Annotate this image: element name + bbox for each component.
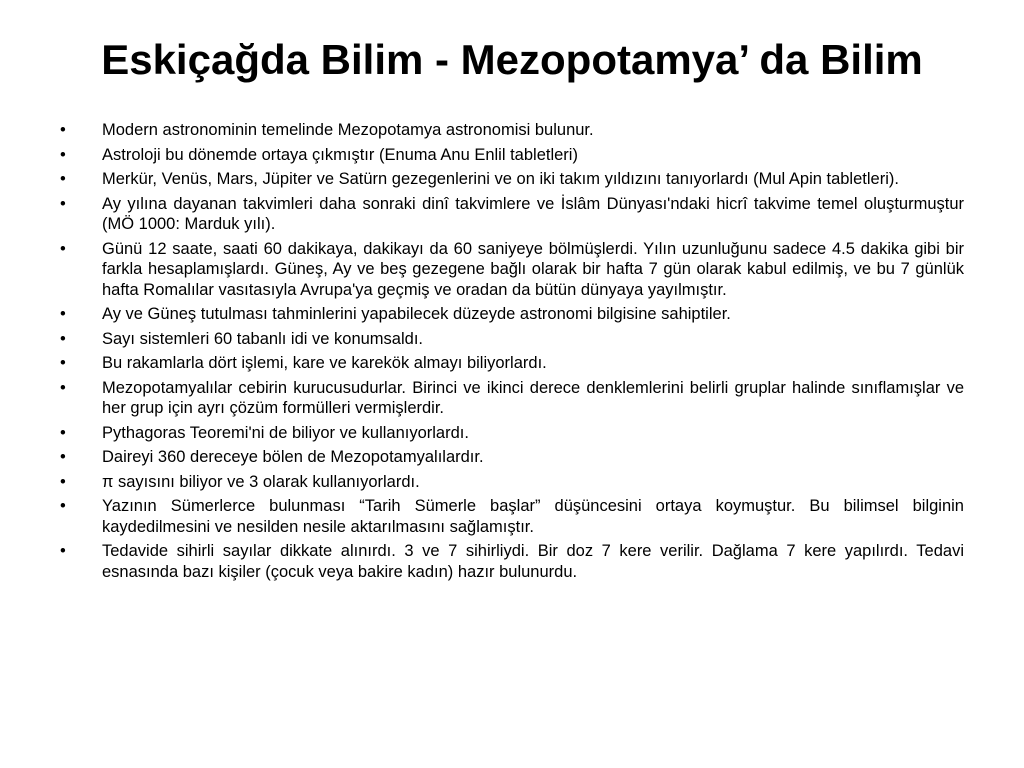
bullet-icon: • (60, 542, 66, 560)
bullet-icon: • (60, 423, 66, 442)
bullet-list (60, 120, 964, 586)
bullet-icon: • (60, 145, 66, 164)
bullet-icon: • (60, 305, 66, 323)
bullet-icon: • (60, 497, 66, 515)
list-item (60, 378, 964, 419)
bullet-text: Merkür, Venüs, Mars, Jüpiter ve Satürn gezegenlerini ve on iki takım yıldızını tanıyorlardı (Mul Apin tabletleri). (102, 170, 899, 188)
bullet-text: Astroloji bu dönemde ortaya çıkmıştır (Enuma Anu Enlil tabletleri) (102, 145, 578, 164)
list-item (60, 423, 964, 444)
bullet-text: Daireyi 360 dereceye bölen de Mezopotamyalılardır. (102, 448, 484, 466)
list-item (60, 541, 964, 582)
list-item (60, 120, 964, 141)
bullet-text: Bu rakamlarla dört işlemi, kare ve karekök almayı biliyorlardı. (102, 354, 547, 372)
bullet-icon: • (60, 170, 66, 188)
list-item (60, 169, 964, 190)
bullet-text: Tedavide sihirli sayılar dikkate alınırdı. 3 ve 7 sihirliydi. Bir doz 7 kere verilir. Dağlama 7 kere yapılırdı. Tedavi esnasında bazı kişiler (çocuk veya bakire kadın) hazır bulunurdu. (102, 542, 964, 581)
bullet-icon: • (60, 239, 66, 258)
list-item (60, 194, 964, 235)
bullet-text: Yazının Sümerlerce bulunması “Tarih Sümerle başlar” düşüncesini ortaya koymuştur. Bu bilimsel bilginin kaydedilmesini ve nesilden nesile aktarılmasını sağlamıştır. (102, 497, 964, 536)
bullet-text: Ay yılına dayanan takvimleri daha sonraki dinî takvimlere ve İslâm Dünyası'ndaki hicrî takvime temel oluşturmuştur (MÖ 1000: Marduk yılı). (102, 194, 964, 233)
slide-title: Eskiçağda Bilim - Mezopotamya’ da Bilim (101, 36, 923, 83)
bullet-icon: • (60, 329, 66, 348)
bullet-text: Pythagoras Teoremi'ni de biliyor ve kullanıyorlardı. (102, 423, 469, 442)
bullet-text: Ay ve Güneş tutulması tahminlerini yapabilecek düzeyde astronomi bilgisine sahiptiler. (102, 305, 731, 323)
bullet-icon: • (60, 354, 66, 372)
bullet-icon: • (60, 472, 66, 491)
list-item (60, 353, 964, 374)
list-item (60, 239, 964, 301)
bullet-icon: • (60, 121, 66, 139)
bullet-text: Modern astronominin temelinde Mezopotamya astronomisi bulunur. (102, 121, 594, 139)
list-item (60, 329, 964, 350)
bullet-text: Günü 12 saate, saati 60 dakikaya, dakikayı da 60 saniyeye bölmüşlerdi. Yılın uzunluğunu sadece 4.5 dakika gibi bir farkla hesaplamışlardı. Güneş, Ay ve beş gezegene bağlı olarak bir hafta 7 gün olarak kabul edilmiş, ve bu 7 günlük hafta Romalılar vasıtasıyla Avrupa'ya geçmiş ve oradan da bütün dünyaya yayılmıştır. (102, 239, 964, 299)
list-item (60, 496, 964, 537)
list-item (60, 447, 964, 468)
bullet-icon: • (60, 448, 66, 466)
bullet-text: Sayı sistemleri 60 tabanlı idi ve konumsaldı. (102, 329, 423, 348)
bullet-icon: • (60, 378, 66, 397)
bullet-text: π sayısını biliyor ve 3 olarak kullanıyorlardı. (102, 472, 420, 491)
list-item (60, 304, 964, 325)
bullet-icon: • (60, 194, 66, 213)
bullet-text: Mezopotamyalılar cebirin kurucusudurlar. Birinci ve ikinci derece denklemlerini belirli gruplar halinde sınıflamışlar ve her grup için ayrı çözüm formülleri vermişlerdir. (102, 378, 964, 417)
list-item (60, 472, 964, 493)
list-item (60, 145, 964, 166)
